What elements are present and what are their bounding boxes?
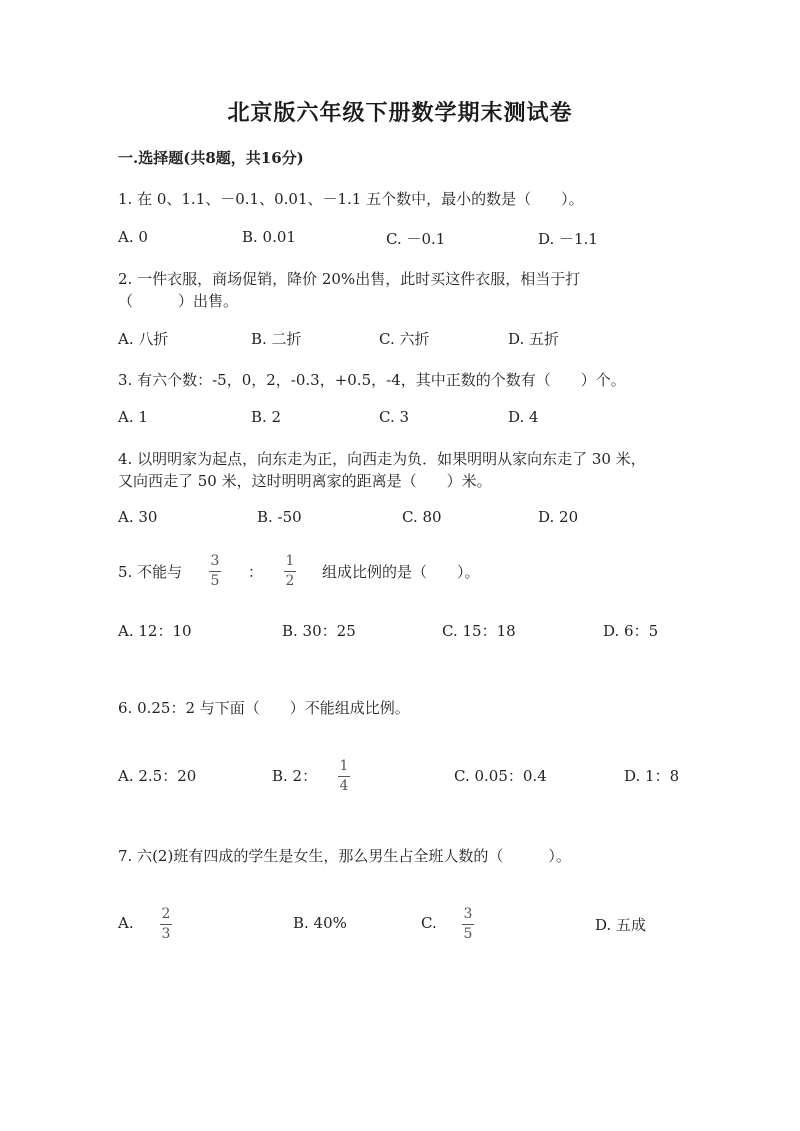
fraction-denominator: 3 — [161, 926, 171, 942]
question-7-option-a[interactable]: A. — [118, 914, 134, 932]
question-6-option-c[interactable]: C. 0.05：0.4 — [454, 767, 547, 785]
question-5-prefix: 5. 不能与 — [118, 563, 183, 581]
page-title: 北京版六年级下册数学期末测试卷 — [227, 100, 573, 126]
fraction-numerator: 1 — [339, 758, 349, 774]
question-4-option-c[interactable]: C. 80 — [402, 508, 442, 526]
question-6-option-d[interactable]: D. 1：8 — [624, 767, 680, 785]
question-1-option-b[interactable]: B. 0.01 — [242, 228, 296, 246]
question-7-option-b[interactable]: B. 40% — [293, 914, 347, 932]
fraction-bar — [160, 924, 172, 925]
question-3-option-b[interactable]: B. 2 — [251, 408, 282, 426]
question-2-text-line-1: 2. 一件衣服，商场促销，降价 20%出售，此时买这件衣服，相当于打 — [118, 270, 581, 288]
question-2-option-d[interactable]: D. 五折 — [508, 330, 560, 348]
question-7-option-c-fraction — [462, 906, 474, 943]
question-4-option-d[interactable]: D. 20 — [538, 508, 579, 526]
question-2-text-line-2: （ ）出售。 — [118, 292, 239, 310]
question-2-option-c[interactable]: C. 六折 — [379, 330, 430, 348]
question-3-option-d[interactable]: D. 4 — [508, 408, 539, 426]
question-6-option-b-fraction — [338, 758, 350, 795]
question-7-option-a-fraction — [160, 906, 172, 943]
question-5-suffix: 组成比例的是（ ）。 — [322, 563, 480, 581]
question-7-option-d[interactable]: D. 五成 — [595, 916, 647, 934]
fraction-numerator: 2 — [161, 906, 171, 922]
question-1-option-d[interactable]: D. －1.1 — [538, 230, 598, 248]
fraction-bar — [284, 571, 296, 572]
question-4-text-line-2: 又向西走了 50 米，这时明明离家的距离是（ ）米。 — [118, 472, 492, 490]
fraction-numerator: 3 — [210, 553, 220, 569]
question-7-option-c[interactable]: C. — [421, 914, 437, 932]
fraction-bar — [209, 571, 221, 572]
question-3-option-a[interactable]: A. 1 — [118, 408, 148, 426]
question-3-option-c[interactable]: C. 3 — [379, 408, 410, 426]
question-6-option-a[interactable]: A. 2.5：20 — [118, 767, 197, 785]
question-4-text-line-1: 4. 以明明家为起点，向东走为正，向西走为负．如果明明从家向东走了 30 米， — [118, 450, 646, 468]
section-heading: 一.选择题(共8题，共16分) — [118, 149, 304, 167]
question-5-ratio-colon: ： — [248, 563, 264, 581]
fraction-numerator: 3 — [463, 906, 473, 922]
question-5-option-a[interactable]: A. 12：10 — [118, 622, 192, 640]
fraction-denominator: 4 — [339, 778, 349, 794]
question-2-option-a[interactable]: A. 八折 — [118, 330, 169, 348]
fraction-bar — [462, 924, 474, 925]
question-5-fraction-1 — [209, 553, 221, 590]
question-4-option-a[interactable]: A. 30 — [118, 508, 158, 526]
question-3-text: 3. 有六个数：-5，0，2，-0.3，+0.5，-4，其中正数的个数有（ ）个。 — [118, 371, 626, 389]
question-1-option-c[interactable]: C. －0.1 — [386, 230, 446, 248]
question-6-text: 6. 0.25：2 与下面（ ）不能组成比例。 — [118, 699, 410, 717]
question-1-option-a[interactable]: A. 0 — [118, 228, 148, 246]
question-2-option-b[interactable]: B. 二折 — [251, 330, 302, 348]
question-5-fraction-2 — [284, 553, 296, 590]
fraction-denominator: 5 — [463, 926, 473, 942]
question-5-option-b[interactable]: B. 30：25 — [282, 622, 356, 640]
fraction-numerator: 1 — [285, 553, 295, 569]
question-4-option-b[interactable]: B. -50 — [257, 508, 302, 526]
question-5-option-c[interactable]: C. 15：18 — [442, 622, 516, 640]
question-1-text: 1. 在 0、1.1、－0.1、0.01、－1.1 五个数中，最小的数是（ ）。 — [118, 190, 584, 208]
fraction-denominator: 2 — [285, 573, 295, 589]
question-7-text: 7. 六(2)班有四成的学生是女生，那么男生占全班人数的（ ）。 — [118, 847, 571, 865]
question-5-option-d[interactable]: D. 6：5 — [603, 622, 659, 640]
question-6-option-b[interactable]: B. 2： — [272, 767, 318, 785]
fraction-denominator: 5 — [210, 573, 220, 589]
fraction-bar — [338, 776, 350, 777]
